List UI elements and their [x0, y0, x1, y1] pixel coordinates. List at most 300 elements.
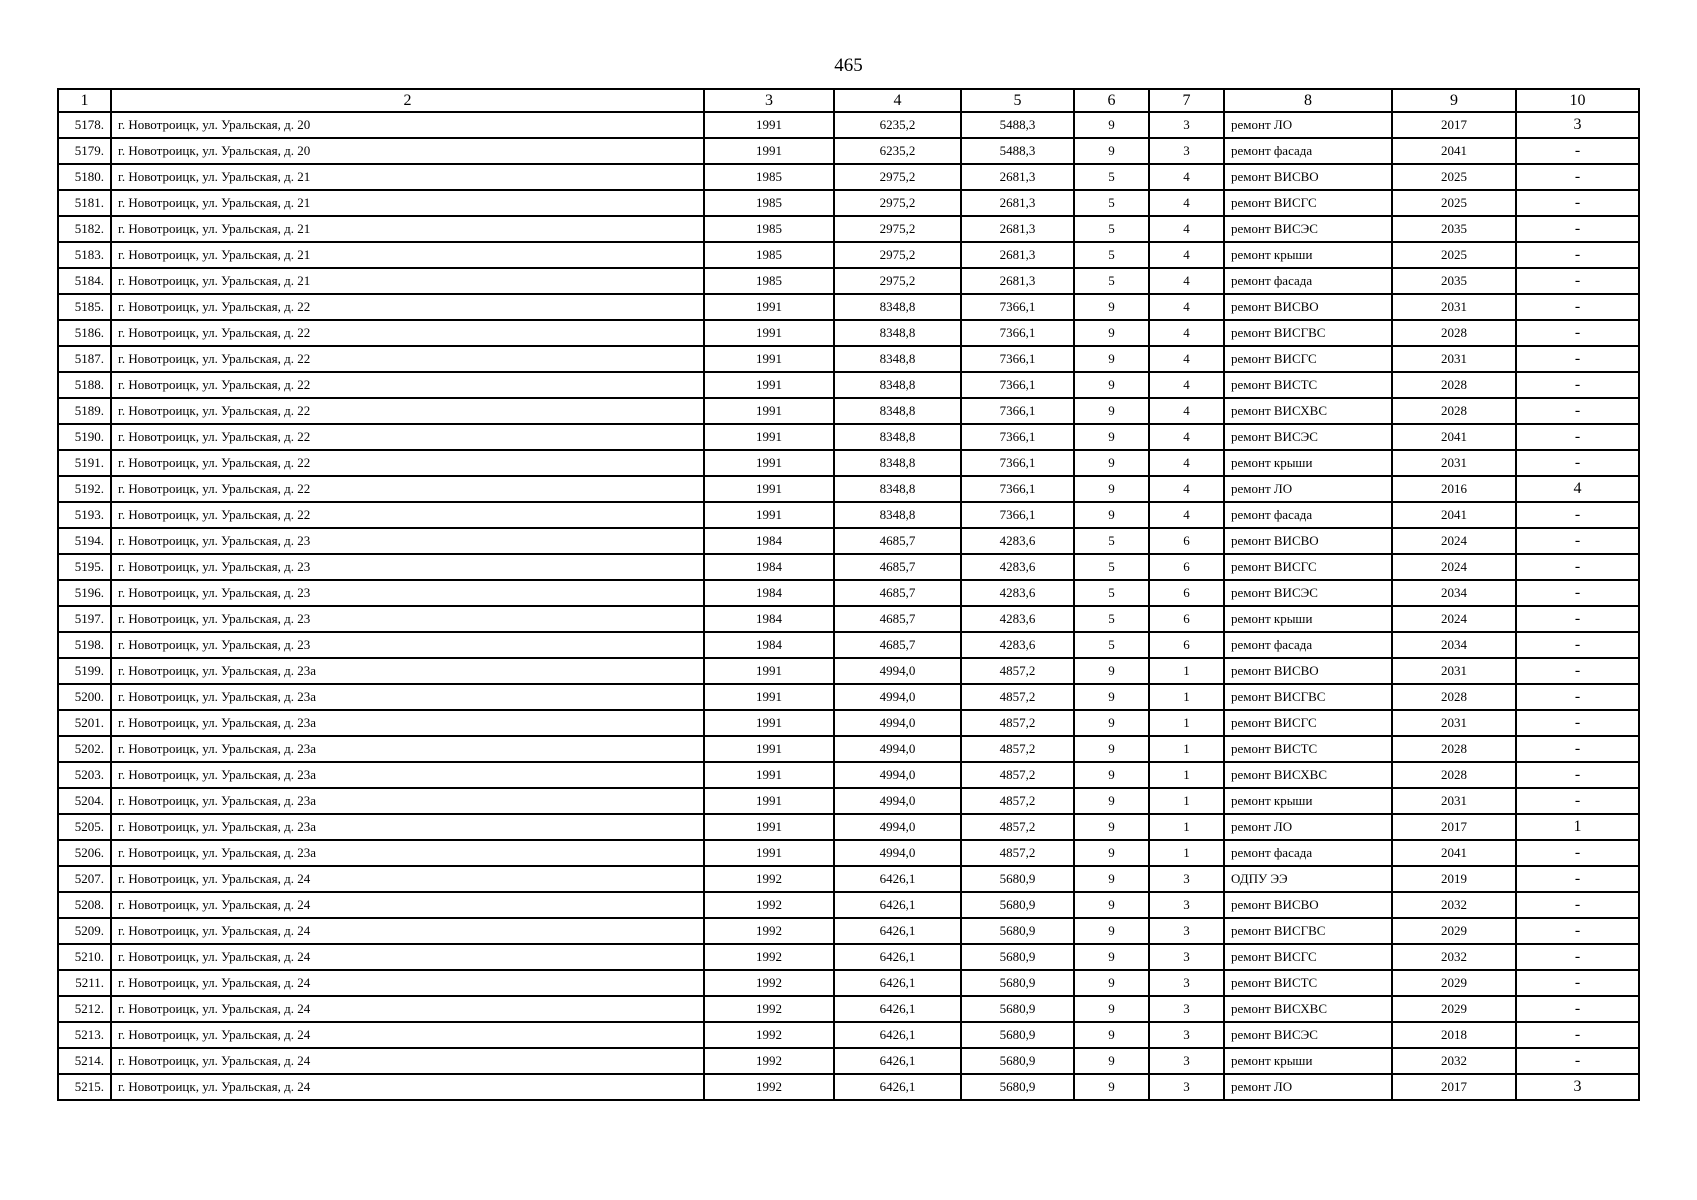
- address-cell: г. Новотроицк, ул. Уральская, д. 20: [111, 138, 704, 164]
- plan-year-cell: 2034: [1392, 632, 1516, 658]
- entrances-cell: 1: [1149, 710, 1224, 736]
- entrances-cell: 4: [1149, 346, 1224, 372]
- area-total-cell: 8348,8: [834, 346, 961, 372]
- year-cell: 1991: [704, 450, 834, 476]
- entrances-cell: 4: [1149, 424, 1224, 450]
- plan-year-cell: 2017: [1392, 1074, 1516, 1100]
- area-total-cell: 6426,1: [834, 1074, 961, 1100]
- note-cell: -: [1516, 606, 1639, 632]
- address-cell: г. Новотроицк, ул. Уральская, д. 22: [111, 346, 704, 372]
- row-number-cell: 5199.: [58, 658, 111, 684]
- table-row: [58, 190, 1639, 216]
- table-row: [58, 814, 1639, 840]
- address-cell: г. Новотроицк, ул. Уральская, д. 21: [111, 216, 704, 242]
- plan-year-cell: 2032: [1392, 944, 1516, 970]
- plan-year-cell: 2024: [1392, 606, 1516, 632]
- row-number-cell: 5210.: [58, 944, 111, 970]
- note-cell: -: [1516, 710, 1639, 736]
- area-total-cell: 6426,1: [834, 892, 961, 918]
- row-number-cell: 5195.: [58, 554, 111, 580]
- row-number-cell: 5194.: [58, 528, 111, 554]
- area-living-cell: 5680,9: [961, 866, 1074, 892]
- row-number-cell: 5201.: [58, 710, 111, 736]
- row-number-cell: 5204.: [58, 788, 111, 814]
- area-total-cell: 4994,0: [834, 710, 961, 736]
- area-total-cell: 4994,0: [834, 840, 961, 866]
- area-living-cell: 2681,3: [961, 216, 1074, 242]
- plan-year-cell: 2017: [1392, 814, 1516, 840]
- year-cell: 1991: [704, 112, 834, 138]
- table-row: [58, 528, 1639, 554]
- area-total-cell: 2975,2: [834, 216, 961, 242]
- table-row: [58, 1074, 1639, 1100]
- plan-year-cell: 2016: [1392, 476, 1516, 502]
- area-living-cell: 5680,9: [961, 892, 1074, 918]
- table-row: [58, 502, 1639, 528]
- area-total-cell: 6235,2: [834, 138, 961, 164]
- year-cell: 1991: [704, 346, 834, 372]
- table-row: [58, 216, 1639, 242]
- address-cell: г. Новотроицк, ул. Уральская, д. 20: [111, 112, 704, 138]
- address-cell: г. Новотроицк, ул. Уральская, д. 23: [111, 632, 704, 658]
- area-total-cell: 8348,8: [834, 294, 961, 320]
- note-cell: -: [1516, 346, 1639, 372]
- year-cell: 1991: [704, 840, 834, 866]
- table-row: [58, 398, 1639, 424]
- table-body: [58, 112, 1639, 1100]
- area-living-cell: 5680,9: [961, 1022, 1074, 1048]
- area-living-cell: 5680,9: [961, 996, 1074, 1022]
- year-cell: 1992: [704, 918, 834, 944]
- address-cell: г. Новотроицк, ул. Уральская, д. 24: [111, 1022, 704, 1048]
- table-row: [58, 762, 1639, 788]
- entrances-cell: 3: [1149, 866, 1224, 892]
- row-number-cell: 5205.: [58, 814, 111, 840]
- year-cell: 1992: [704, 866, 834, 892]
- table-row: [58, 372, 1639, 398]
- entrances-cell: 4: [1149, 216, 1224, 242]
- area-total-cell: 2975,2: [834, 268, 961, 294]
- address-cell: г. Новотроицк, ул. Уральская, д. 23а: [111, 840, 704, 866]
- table-row: [58, 554, 1639, 580]
- row-number-cell: 5178.: [58, 112, 111, 138]
- plan-year-cell: 2025: [1392, 242, 1516, 268]
- entrances-cell: 1: [1149, 814, 1224, 840]
- year-cell: 1984: [704, 632, 834, 658]
- work-type-cell: ремонт ВИСВО: [1224, 528, 1392, 554]
- row-number-cell: 5213.: [58, 1022, 111, 1048]
- floors-cell: 9: [1074, 762, 1149, 788]
- work-type-cell: ремонт ВИСЭС: [1224, 1022, 1392, 1048]
- area-total-cell: 4685,7: [834, 554, 961, 580]
- area-total-cell: 8348,8: [834, 476, 961, 502]
- note-cell: -: [1516, 944, 1639, 970]
- work-type-cell: ремонт ВИСГС: [1224, 190, 1392, 216]
- plan-year-cell: 2031: [1392, 710, 1516, 736]
- row-number-cell: 5197.: [58, 606, 111, 632]
- area-living-cell: 5680,9: [961, 1048, 1074, 1074]
- year-cell: 1992: [704, 1022, 834, 1048]
- work-type-cell: ремонт фасада: [1224, 138, 1392, 164]
- year-cell: 1991: [704, 710, 834, 736]
- entrances-cell: 3: [1149, 1048, 1224, 1074]
- plan-year-cell: 2029: [1392, 918, 1516, 944]
- area-living-cell: 7366,1: [961, 424, 1074, 450]
- floors-cell: 9: [1074, 684, 1149, 710]
- year-cell: 1991: [704, 788, 834, 814]
- year-cell: 1992: [704, 996, 834, 1022]
- page-number: 465: [834, 55, 863, 76]
- plan-year-cell: 2041: [1392, 138, 1516, 164]
- table-row: [58, 840, 1639, 866]
- work-type-cell: ремонт ВИСГС: [1224, 710, 1392, 736]
- row-number-cell: 5196.: [58, 580, 111, 606]
- area-living-cell: 7366,1: [961, 346, 1074, 372]
- entrances-cell: 3: [1149, 892, 1224, 918]
- row-number-cell: 5203.: [58, 762, 111, 788]
- table-row: [58, 710, 1639, 736]
- floors-cell: 9: [1074, 710, 1149, 736]
- work-type-cell: ремонт крыши: [1224, 450, 1392, 476]
- table-row: [58, 632, 1639, 658]
- work-type-cell: ремонт ВИСТС: [1224, 736, 1392, 762]
- area-living-cell: 5488,3: [961, 138, 1074, 164]
- floors-cell: 9: [1074, 892, 1149, 918]
- plan-year-cell: 2032: [1392, 892, 1516, 918]
- plan-year-cell: 2031: [1392, 788, 1516, 814]
- table-row: [58, 866, 1639, 892]
- year-cell: 1985: [704, 216, 834, 242]
- work-type-cell: ремонт ВИСГВС: [1224, 320, 1392, 346]
- plan-year-cell: 2019: [1392, 866, 1516, 892]
- note-cell: -: [1516, 502, 1639, 528]
- work-type-cell: ремонт фасада: [1224, 268, 1392, 294]
- column-header: 4: [834, 89, 961, 112]
- row-number-cell: 5212.: [58, 996, 111, 1022]
- year-cell: 1991: [704, 320, 834, 346]
- area-total-cell: 4994,0: [834, 658, 961, 684]
- floors-cell: 5: [1074, 554, 1149, 580]
- address-cell: г. Новотроицк, ул. Уральская, д. 23а: [111, 762, 704, 788]
- entrances-cell: 6: [1149, 632, 1224, 658]
- year-cell: 1984: [704, 606, 834, 632]
- floors-cell: 9: [1074, 1048, 1149, 1074]
- floors-cell: 9: [1074, 346, 1149, 372]
- entrances-cell: 1: [1149, 762, 1224, 788]
- area-living-cell: 4283,6: [961, 580, 1074, 606]
- area-living-cell: 5488,3: [961, 112, 1074, 138]
- floors-cell: 5: [1074, 580, 1149, 606]
- work-type-cell: ремонт ВИСГВС: [1224, 684, 1392, 710]
- year-cell: 1991: [704, 476, 834, 502]
- work-type-cell: ремонт ЛО: [1224, 476, 1392, 502]
- address-cell: г. Новотроицк, ул. Уральская, д. 23а: [111, 710, 704, 736]
- address-cell: г. Новотроицк, ул. Уральская, д. 24: [111, 918, 704, 944]
- note-cell: -: [1516, 268, 1639, 294]
- work-type-cell: ремонт ВИСВО: [1224, 658, 1392, 684]
- note-cell: -: [1516, 658, 1639, 684]
- address-cell: г. Новотроицк, ул. Уральская, д. 24: [111, 970, 704, 996]
- row-number-cell: 5189.: [58, 398, 111, 424]
- floors-cell: 9: [1074, 996, 1149, 1022]
- year-cell: 1991: [704, 736, 834, 762]
- note-cell: -: [1516, 294, 1639, 320]
- work-type-cell: ремонт крыши: [1224, 1048, 1392, 1074]
- area-living-cell: 7366,1: [961, 320, 1074, 346]
- plan-year-cell: 2025: [1392, 164, 1516, 190]
- plan-year-cell: 2028: [1392, 762, 1516, 788]
- row-number-cell: 5187.: [58, 346, 111, 372]
- floors-cell: 9: [1074, 320, 1149, 346]
- entrances-cell: 4: [1149, 294, 1224, 320]
- area-total-cell: 8348,8: [834, 424, 961, 450]
- floors-cell: 9: [1074, 294, 1149, 320]
- work-type-cell: ремонт ВИСГС: [1224, 346, 1392, 372]
- area-total-cell: 2975,2: [834, 164, 961, 190]
- table-row: [58, 346, 1639, 372]
- work-type-cell: ремонт крыши: [1224, 606, 1392, 632]
- row-number-cell: 5207.: [58, 866, 111, 892]
- area-living-cell: 4857,2: [961, 684, 1074, 710]
- table-row: [58, 1048, 1639, 1074]
- floors-cell: 9: [1074, 944, 1149, 970]
- floors-cell: 9: [1074, 866, 1149, 892]
- work-type-cell: ремонт фасада: [1224, 632, 1392, 658]
- table-row: [58, 970, 1639, 996]
- address-cell: г. Новотроицк, ул. Уральская, д. 22: [111, 476, 704, 502]
- row-number-cell: 5214.: [58, 1048, 111, 1074]
- work-type-cell: ремонт фасада: [1224, 840, 1392, 866]
- area-total-cell: 8348,8: [834, 320, 961, 346]
- area-living-cell: 5680,9: [961, 1074, 1074, 1100]
- area-living-cell: 7366,1: [961, 476, 1074, 502]
- year-cell: 1991: [704, 372, 834, 398]
- plan-year-cell: 2028: [1392, 372, 1516, 398]
- note-cell: -: [1516, 866, 1639, 892]
- address-cell: г. Новотроицк, ул. Уральская, д. 22: [111, 424, 704, 450]
- plan-year-cell: 2028: [1392, 684, 1516, 710]
- area-total-cell: 8348,8: [834, 398, 961, 424]
- year-cell: 1991: [704, 138, 834, 164]
- plan-year-cell: 2034: [1392, 580, 1516, 606]
- row-number-cell: 5209.: [58, 918, 111, 944]
- area-total-cell: 4994,0: [834, 762, 961, 788]
- area-living-cell: 2681,3: [961, 242, 1074, 268]
- row-number-cell: 5179.: [58, 138, 111, 164]
- column-header: 7: [1149, 89, 1224, 112]
- year-cell: 1992: [704, 970, 834, 996]
- area-total-cell: 6426,1: [834, 996, 961, 1022]
- note-cell: -: [1516, 762, 1639, 788]
- floors-cell: 5: [1074, 216, 1149, 242]
- table-row: [58, 580, 1639, 606]
- floors-cell: 9: [1074, 450, 1149, 476]
- table-row: [58, 918, 1639, 944]
- area-total-cell: 6426,1: [834, 918, 961, 944]
- area-living-cell: 4857,2: [961, 840, 1074, 866]
- note-cell: -: [1516, 1022, 1639, 1048]
- floors-cell: 9: [1074, 372, 1149, 398]
- address-cell: г. Новотроицк, ул. Уральская, д. 21: [111, 190, 704, 216]
- table-row: [58, 138, 1639, 164]
- table-row: [58, 996, 1639, 1022]
- row-number-cell: 5208.: [58, 892, 111, 918]
- entrances-cell: 6: [1149, 580, 1224, 606]
- address-cell: г. Новотроицк, ул. Уральская, д. 23а: [111, 684, 704, 710]
- address-cell: г. Новотроицк, ул. Уральская, д. 24: [111, 1048, 704, 1074]
- address-cell: г. Новотроицк, ул. Уральская, д. 23: [111, 580, 704, 606]
- floors-cell: 9: [1074, 788, 1149, 814]
- plan-year-cell: 2028: [1392, 398, 1516, 424]
- table-row: [58, 164, 1639, 190]
- table-row: [58, 788, 1639, 814]
- area-total-cell: 2975,2: [834, 190, 961, 216]
- floors-cell: 5: [1074, 190, 1149, 216]
- address-cell: г. Новотроицк, ул. Уральская, д. 24: [111, 866, 704, 892]
- area-living-cell: 4857,2: [961, 788, 1074, 814]
- plan-year-cell: 2024: [1392, 554, 1516, 580]
- plan-year-cell: 2028: [1392, 736, 1516, 762]
- work-type-cell: ремонт ВИСТС: [1224, 970, 1392, 996]
- table-row: [58, 242, 1639, 268]
- row-number-cell: 5211.: [58, 970, 111, 996]
- floors-cell: 5: [1074, 268, 1149, 294]
- area-living-cell: 7366,1: [961, 502, 1074, 528]
- year-cell: 1992: [704, 1074, 834, 1100]
- area-total-cell: 4994,0: [834, 814, 961, 840]
- registry-table: [57, 88, 1640, 1101]
- area-total-cell: 6426,1: [834, 1022, 961, 1048]
- area-living-cell: 4283,6: [961, 632, 1074, 658]
- column-header: 10: [1516, 89, 1639, 112]
- floors-cell: 9: [1074, 840, 1149, 866]
- row-number-cell: 5184.: [58, 268, 111, 294]
- entrances-cell: 6: [1149, 554, 1224, 580]
- entrances-cell: 3: [1149, 112, 1224, 138]
- note-cell: -: [1516, 736, 1639, 762]
- area-total-cell: 6426,1: [834, 944, 961, 970]
- note-cell: -: [1516, 580, 1639, 606]
- note-cell: -: [1516, 424, 1639, 450]
- area-living-cell: 2681,3: [961, 164, 1074, 190]
- note-cell: 1: [1516, 814, 1639, 840]
- entrances-cell: 4: [1149, 164, 1224, 190]
- floors-cell: 9: [1074, 736, 1149, 762]
- year-cell: 1985: [704, 268, 834, 294]
- address-cell: г. Новотроицк, ул. Уральская, д. 23а: [111, 788, 704, 814]
- table-row: [58, 320, 1639, 346]
- note-cell: -: [1516, 970, 1639, 996]
- note-cell: -: [1516, 632, 1639, 658]
- entrances-cell: 4: [1149, 502, 1224, 528]
- area-living-cell: 5680,9: [961, 970, 1074, 996]
- floors-cell: 5: [1074, 632, 1149, 658]
- entrances-cell: 4: [1149, 372, 1224, 398]
- table-row: [58, 294, 1639, 320]
- table-row: [58, 658, 1639, 684]
- year-cell: 1984: [704, 580, 834, 606]
- work-type-cell: ремонт ВИСЭС: [1224, 424, 1392, 450]
- work-type-cell: ремонт ВИСГВС: [1224, 918, 1392, 944]
- address-cell: г. Новотроицк, ул. Уральская, д. 24: [111, 996, 704, 1022]
- entrances-cell: 6: [1149, 606, 1224, 632]
- table-row: [58, 450, 1639, 476]
- column-header: 2: [111, 89, 704, 112]
- note-cell: -: [1516, 528, 1639, 554]
- floors-cell: 9: [1074, 112, 1149, 138]
- entrances-cell: 3: [1149, 1074, 1224, 1100]
- area-total-cell: 6426,1: [834, 1048, 961, 1074]
- plan-year-cell: 2018: [1392, 1022, 1516, 1048]
- area-living-cell: 5680,9: [961, 944, 1074, 970]
- area-living-cell: 7366,1: [961, 450, 1074, 476]
- plan-year-cell: 2041: [1392, 840, 1516, 866]
- table-row: [58, 684, 1639, 710]
- area-living-cell: 7366,1: [961, 372, 1074, 398]
- note-cell: -: [1516, 684, 1639, 710]
- entrances-cell: 3: [1149, 970, 1224, 996]
- work-type-cell: ремонт ВИСТС: [1224, 372, 1392, 398]
- floors-cell: 9: [1074, 658, 1149, 684]
- area-living-cell: 4857,2: [961, 710, 1074, 736]
- table-row: [58, 892, 1639, 918]
- work-type-cell: ремонт ЛО: [1224, 1074, 1392, 1100]
- address-cell: г. Новотроицк, ул. Уральская, д. 21: [111, 164, 704, 190]
- work-type-cell: ремонт ВИСГС: [1224, 944, 1392, 970]
- address-cell: г. Новотроицк, ул. Уральская, д. 23: [111, 528, 704, 554]
- entrances-cell: 1: [1149, 840, 1224, 866]
- row-number-cell: 5215.: [58, 1074, 111, 1100]
- address-cell: г. Новотроицк, ул. Уральская, д. 24: [111, 944, 704, 970]
- year-cell: 1984: [704, 528, 834, 554]
- row-number-cell: 5185.: [58, 294, 111, 320]
- entrances-cell: 3: [1149, 138, 1224, 164]
- table-header-row: [58, 89, 1639, 112]
- column-header: 8: [1224, 89, 1392, 112]
- floors-cell: 9: [1074, 502, 1149, 528]
- row-number-cell: 5188.: [58, 372, 111, 398]
- area-total-cell: 6426,1: [834, 866, 961, 892]
- plan-year-cell: 2041: [1392, 424, 1516, 450]
- address-cell: г. Новотроицк, ул. Уральская, д. 22: [111, 320, 704, 346]
- floors-cell: 5: [1074, 528, 1149, 554]
- work-type-cell: ОДПУ ЭЭ: [1224, 866, 1392, 892]
- table-row: [58, 268, 1639, 294]
- note-cell: 3: [1516, 112, 1639, 138]
- row-number-cell: 5198.: [58, 632, 111, 658]
- entrances-cell: 3: [1149, 918, 1224, 944]
- column-header: 5: [961, 89, 1074, 112]
- row-number-cell: 5186.: [58, 320, 111, 346]
- floors-cell: 9: [1074, 1022, 1149, 1048]
- year-cell: 1991: [704, 658, 834, 684]
- table-row: [58, 736, 1639, 762]
- row-number-cell: 5182.: [58, 216, 111, 242]
- area-total-cell: 8348,8: [834, 450, 961, 476]
- year-cell: 1991: [704, 424, 834, 450]
- year-cell: 1992: [704, 892, 834, 918]
- note-cell: -: [1516, 164, 1639, 190]
- table-row: [58, 1022, 1639, 1048]
- floors-cell: 9: [1074, 918, 1149, 944]
- area-total-cell: 8348,8: [834, 502, 961, 528]
- row-number-cell: 5181.: [58, 190, 111, 216]
- area-living-cell: 7366,1: [961, 294, 1074, 320]
- note-cell: -: [1516, 398, 1639, 424]
- row-number-cell: 5202.: [58, 736, 111, 762]
- floors-cell: 5: [1074, 606, 1149, 632]
- work-type-cell: ремонт ЛО: [1224, 814, 1392, 840]
